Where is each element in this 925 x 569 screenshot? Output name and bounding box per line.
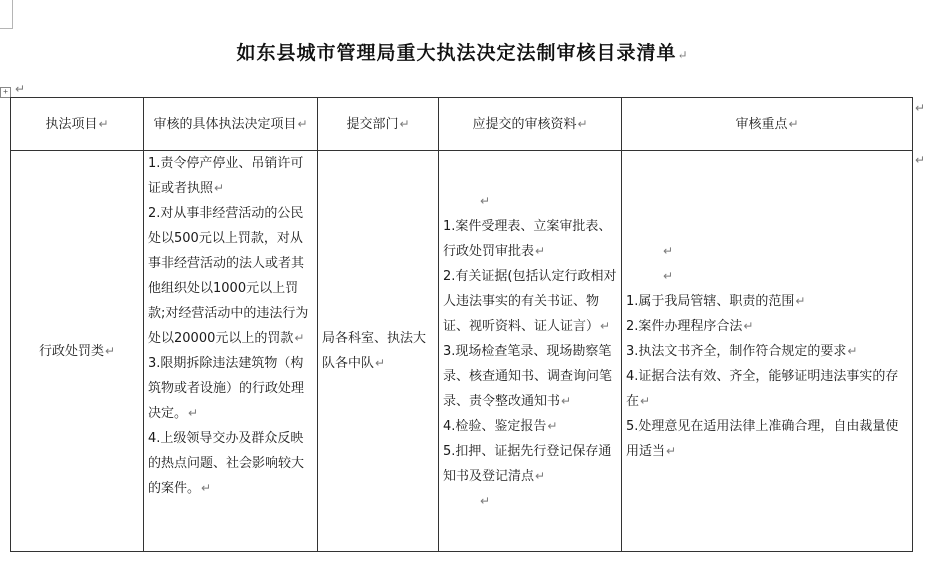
paragraph-mark-icon: ↵ bbox=[847, 343, 858, 358]
decision-items-cell bbox=[144, 151, 318, 552]
focus-item: 3.执法文书齐全，制作符合规定的要求↵ bbox=[626, 343, 858, 359]
material-item: 3.现场检查笔录、现场勘察笔录、核查通知书、调查询问笔录、责令整改通知书↵ bbox=[443, 343, 613, 409]
row-end-mark-icon: ↵ bbox=[915, 101, 925, 115]
review-catalog-table bbox=[10, 97, 913, 552]
paragraph-mark-icon: ↵ bbox=[677, 48, 689, 62]
header-cell: 审核重点↵ bbox=[622, 98, 913, 151]
decision-item: 2.对从事非经营活动的公民处以500元以上罚款，对从事非经营活动的法人或者其他组织处以1000元以上罚款;对经营活动中的违法行为处以20000元以上的罚款↵ bbox=[148, 206, 309, 346]
focus-item: 2.案件办理程序合法↵ bbox=[626, 318, 754, 334]
table-header-row bbox=[11, 98, 913, 151]
paragraph-mark-icon: ↵ bbox=[577, 116, 588, 131]
material-item: 4.检验、鉴定报告↵ bbox=[443, 418, 558, 434]
review-focus-cell bbox=[622, 151, 913, 552]
paragraph-mark-icon: ↵ bbox=[188, 406, 199, 420]
paragraph-mark-icon: ↵ bbox=[743, 318, 754, 333]
materials-cell bbox=[439, 151, 622, 552]
paragraph-mark-icon: ↵ bbox=[561, 393, 572, 408]
paragraph-mark-icon: ↵ bbox=[640, 393, 651, 408]
paragraph-mark-icon: ↵ bbox=[201, 481, 212, 495]
focus-item: 4.证据合法有效、齐全，能够证明违法事实的存在↵ bbox=[626, 368, 899, 409]
paragraph-mark-icon: ↵ bbox=[214, 181, 225, 195]
focus-item: 1.属于我局管辖、职责的范围↵ bbox=[626, 293, 806, 309]
header-cell: 执法项目↵ bbox=[11, 98, 144, 151]
paragraph-mark-icon: ↵ bbox=[480, 193, 491, 208]
decision-item: 3.限期拆除违法建筑物（构筑物或者设施）的行政处理决定。↵ bbox=[148, 356, 305, 421]
paragraph-mark-icon: ↵ bbox=[375, 356, 386, 370]
material-item: 1.案件受理表、立案审批表、行政处罚审批表↵ bbox=[443, 218, 612, 259]
paragraph-mark-icon: ↵ bbox=[795, 293, 806, 308]
paragraph-mark-icon: ↵ bbox=[104, 343, 116, 358]
paragraph-mark-icon: ↵ bbox=[98, 116, 109, 131]
enforcement-item-text: 行政处罚类 bbox=[38, 343, 104, 359]
paragraph-mark-icon: ↵ bbox=[480, 493, 491, 508]
header-cell: 提交部门↵ bbox=[318, 98, 439, 151]
decision-item: 1.责令停产停业、吊销许可证或者执照↵ bbox=[148, 156, 304, 196]
focus-item: 5.处理意见在适用法律上准确合理，自由裁量使用适当↵ bbox=[626, 418, 899, 459]
paragraph-mark-icon: ↵ bbox=[547, 418, 558, 433]
document-title bbox=[0, 38, 925, 65]
paragraph-mark-icon: ↵ bbox=[297, 116, 308, 131]
paragraph-mark-icon: ↵ bbox=[15, 82, 26, 96]
decision-item: 4.上级领导交办及群众反映的热点问题、社会影响较大的案件。↵ bbox=[148, 431, 305, 496]
material-item: 5.扣押、证据先行登记保存通知书及登记清点↵ bbox=[443, 443, 612, 484]
paragraph-mark-icon: ↵ bbox=[666, 443, 677, 458]
department-cell bbox=[318, 151, 439, 552]
header-cell: 应提交的审核资料↵ bbox=[439, 98, 622, 151]
paragraph-mark-icon: ↵ bbox=[294, 331, 305, 345]
paragraph-mark-icon: ↵ bbox=[535, 243, 546, 258]
table-row bbox=[11, 151, 913, 552]
material-item: 2.有关证据(包括认定行政相对人违法事实的有关书证、物证、视听资料、证人证言）↵ bbox=[443, 268, 617, 334]
title-text: 如东县城市管理局重大执法决定法制审核目录清单 bbox=[236, 42, 677, 64]
enforcement-item-cell bbox=[11, 151, 144, 552]
paragraph-mark-icon: ↵ bbox=[535, 468, 546, 483]
header-cell: 审核的具体执法决定项目↵ bbox=[144, 98, 318, 151]
paragraph-mark-icon: ↵ bbox=[600, 318, 611, 333]
paragraph-mark-icon: ↵ bbox=[788, 116, 799, 131]
table-move-handle-icon[interactable]: + bbox=[0, 87, 11, 98]
paragraph-mark-icon: ↵ bbox=[663, 268, 674, 283]
page-corner-mark bbox=[0, 0, 13, 29]
paragraph-mark-icon: ↵ bbox=[399, 116, 410, 131]
department-text: 局各科室、执法大队各中队 bbox=[322, 331, 427, 371]
paragraph-mark-icon: ↵ bbox=[663, 243, 674, 258]
row-end-mark-icon: ↵ bbox=[915, 153, 925, 167]
